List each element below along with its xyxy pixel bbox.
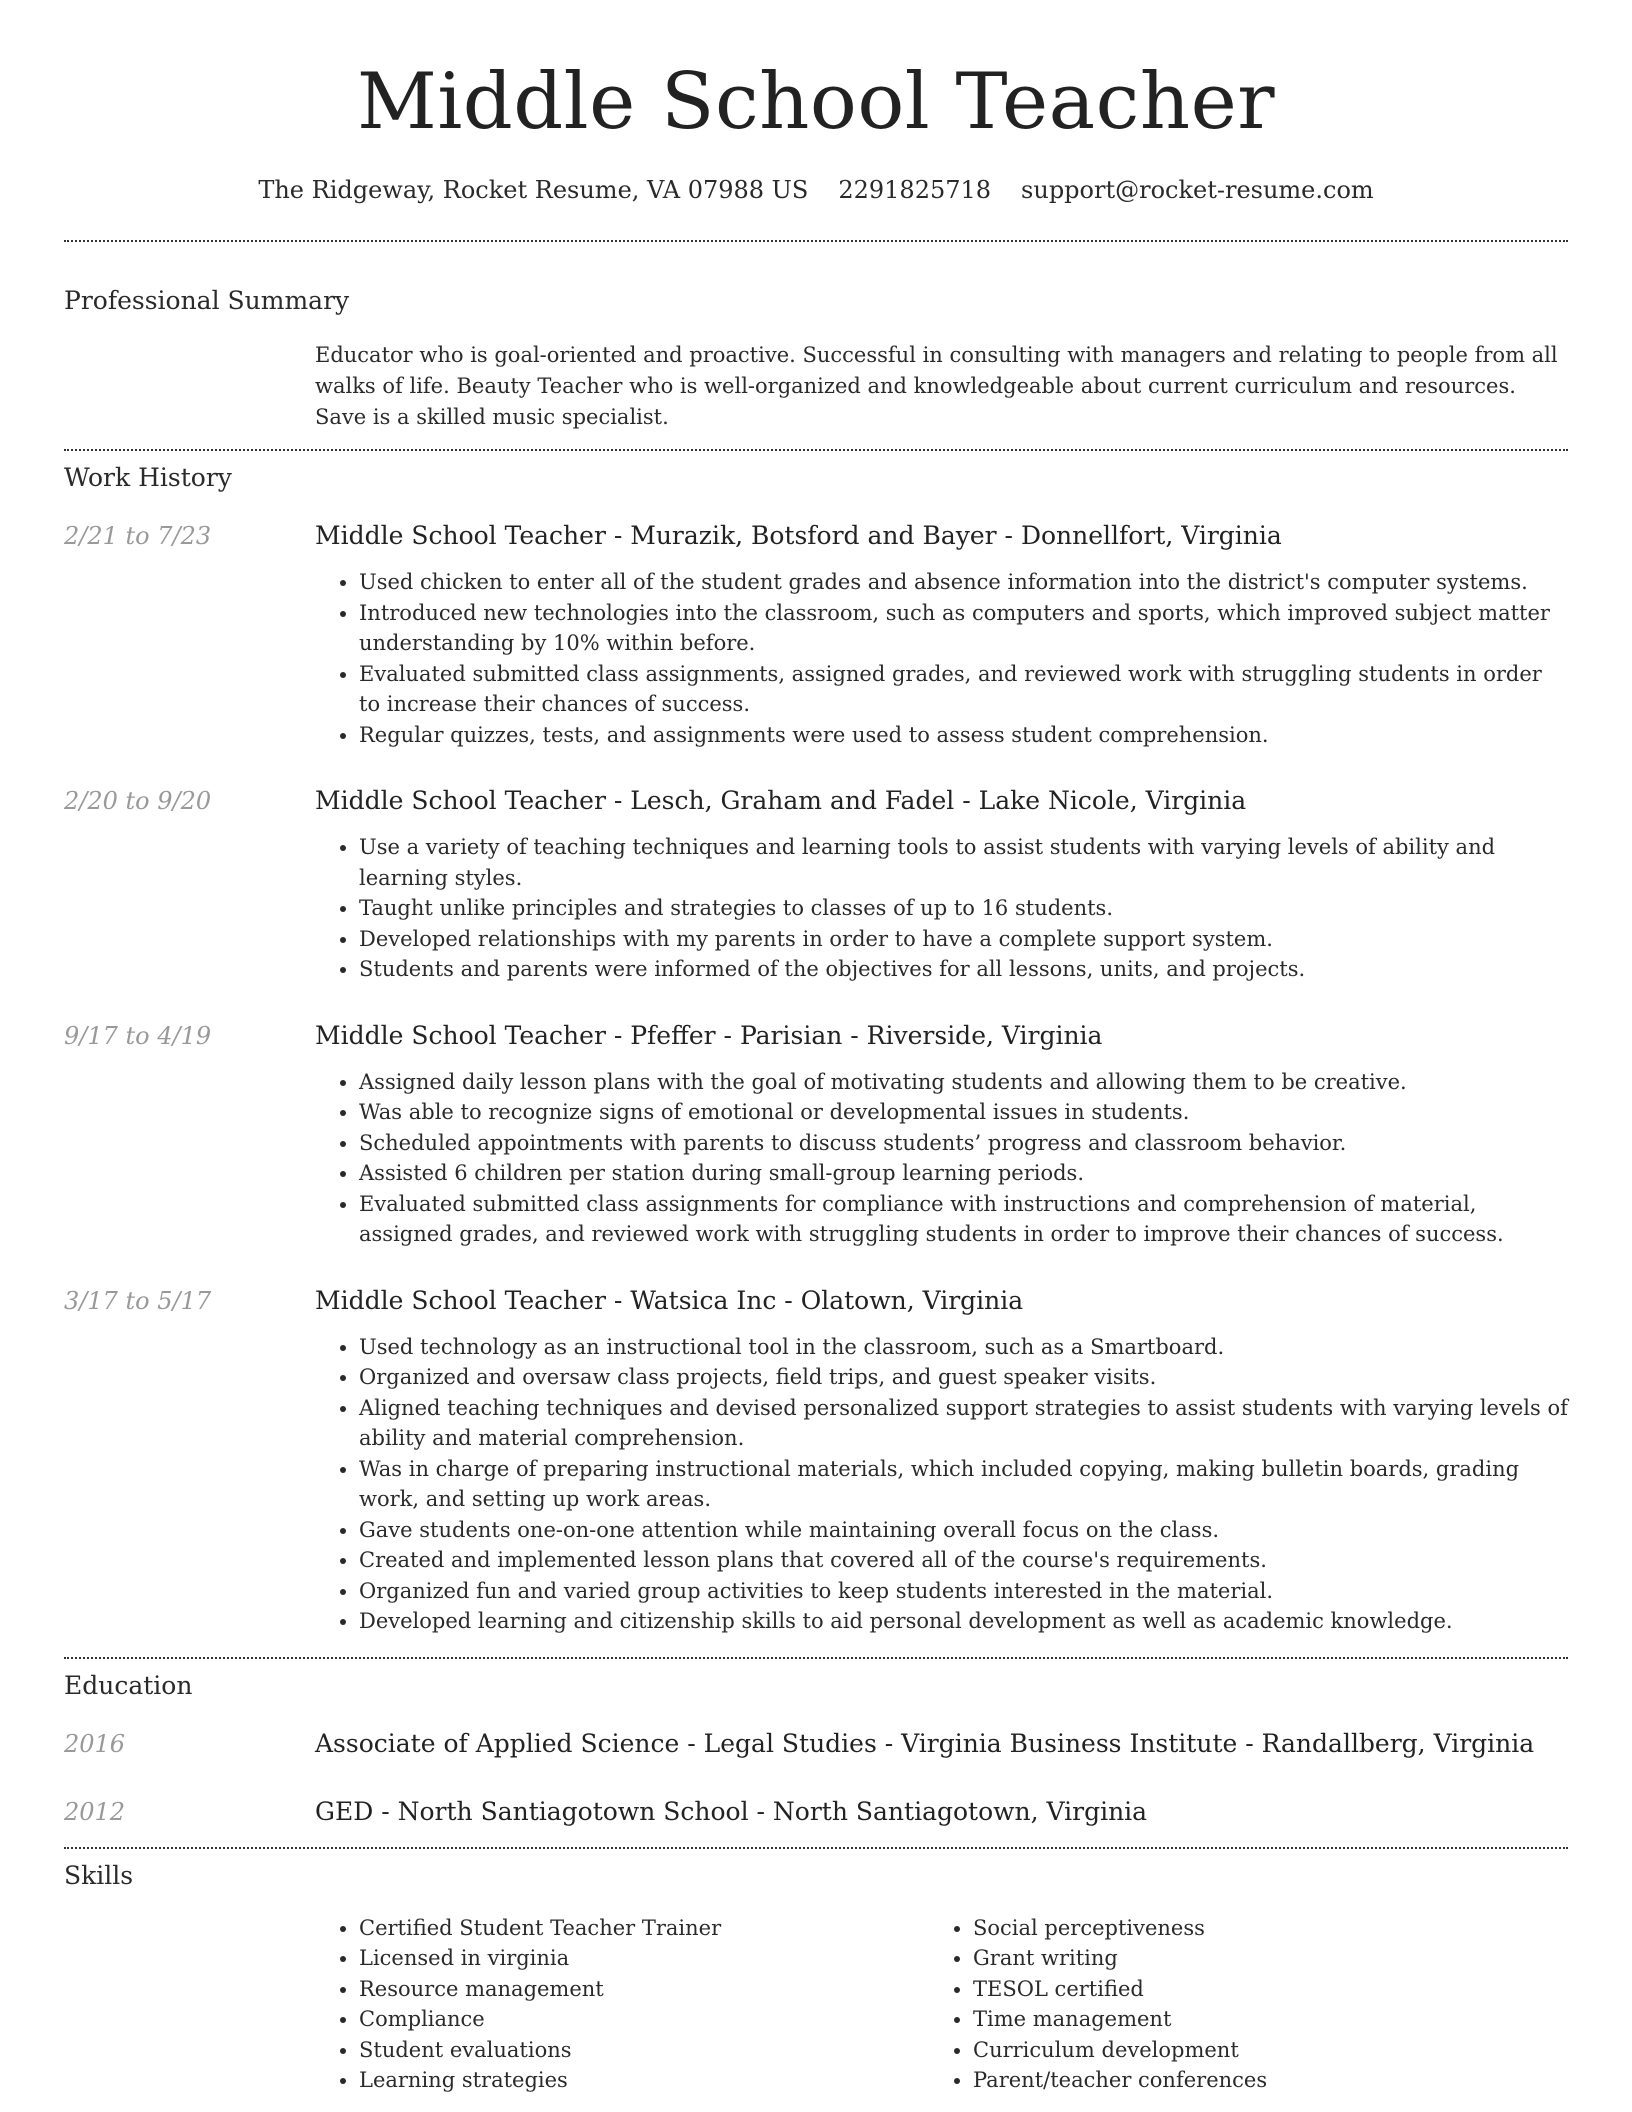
list-item: • Use a variety of teaching techniques and learning tools to assist students with varying levels of ability and learning styles.: [359, 832, 1568, 893]
list-item: • Certified Student Teacher Trainer: [359, 1913, 929, 1944]
job-bullets: [315, 1332, 1568, 1637]
skills-list: [315, 1913, 1568, 2096]
education-heading: Education: [64, 1670, 193, 1700]
job-details: [315, 1019, 1568, 1250]
list-item: • Curriculum development: [973, 2035, 1543, 2066]
list-item: • Used technology as an instructional tool in the classroom, such as a Smartboard.: [359, 1332, 1568, 1363]
skills-heading: Skills: [64, 1860, 134, 1890]
list-item: • Evaluated submitted class assignments, assigned grades, and reviewed work with struggling students in order to increase their chances of success.: [359, 659, 1568, 720]
list-item: • Used chicken to enter all of the student grades and absence information into the district's computer systems.: [359, 567, 1568, 598]
list-item: • Organized and oversaw class projects, field trips, and guest speaker visits.: [359, 1362, 1568, 1393]
list-item: • Scheduled appointments with parents to discuss students’ progress and classroom behavior.: [359, 1128, 1568, 1159]
list-item: • Gave students one-on-one attention while maintaining overall focus on the class.: [359, 1515, 1568, 1546]
job-entry: [64, 784, 1568, 985]
list-item: • Compliance: [359, 2004, 929, 2035]
page-title: Middle School Teacher: [356, 57, 1276, 147]
list-item: • Introduced new technologies into the classroom, such as computers and sports, which improved subject matter understanding by 10% within before.: [359, 598, 1568, 659]
list-item: • Organized fun and varied group activities to keep students interested in the material.: [359, 1576, 1568, 1607]
section-divider: [64, 1847, 1568, 1849]
list-item: • Licensed in virginia: [359, 1943, 929, 1974]
list-item: • Developed learning and citizenship skills to aid personal development as well as academic knowledge.: [359, 1606, 1568, 1637]
contact-address: The Ridgeway, Rocket Resume, VA 07988 US: [258, 176, 809, 204]
job-details: [315, 519, 1568, 750]
job-title: Middle School Teacher - Pfeffer - Parisian - Riverside, Virginia: [315, 1020, 1103, 1050]
list-item: • Was in charge of preparing instructional materials, which included copying, making bulletin boards, grading work, and setting up work areas.: [359, 1454, 1568, 1515]
job-bullets: [315, 1067, 1568, 1250]
list-item: • Aligned teaching techniques and devised personalized support strategies to assist students with varying levels of ability and material comprehension.: [359, 1393, 1568, 1454]
list-item: • Was able to recognize signs of emotional or developmental issues in students.: [359, 1097, 1568, 1128]
job-date: 9/17 to 4/19: [64, 1021, 212, 1050]
list-item: • Learning strategies: [359, 2065, 929, 2096]
section-divider: [64, 1657, 1568, 1659]
job-entry: [64, 1019, 1568, 1250]
list-item: • Student evaluations: [359, 2035, 929, 2066]
education-entry: [64, 1795, 1568, 1829]
list-item: • Time management: [973, 2004, 1543, 2035]
list-item: • Developed relationships with my parents in order to have a complete support system.: [359, 924, 1568, 955]
contact-email: support@rocket-resume.com: [1021, 176, 1374, 204]
list-item: • Taught unlike principles and strategies to classes of up to 16 students.: [359, 893, 1568, 924]
list-item: • Social perceptiveness: [973, 1913, 1543, 1944]
skills-column-left: [315, 1913, 929, 2096]
job-bullets: [315, 832, 1568, 985]
work-history-heading: Work History: [64, 463, 232, 492]
job-title: Middle School Teacher - Watsica Inc - Olatown, Virginia: [315, 1285, 1024, 1315]
list-item: • Regular quizzes, tests, and assignments were used to assess student comprehension.: [359, 720, 1568, 751]
job-title: Middle School Teacher - Lesch, Graham and Fadel - Lake Nicole, Virginia: [315, 786, 1247, 815]
job-date: 2/21 to 7/23: [64, 522, 212, 550]
summary-text: Educator who is goal-oriented and proactive. Successful in consulting with managers and relating to people from all walks of life. Beauty Teacher who is well-organized and knowledgeable about current curriculum and resources. Save is a skilled music specialist.: [315, 343, 1558, 429]
contact-phone: 2291825718: [838, 176, 992, 204]
list-item: • Assigned daily lesson plans with the goal of motivating students and allowing them to be creative.: [359, 1067, 1568, 1098]
education-title: GED - North Santiagotown School - North Santiagotown, Virginia: [315, 1796, 1148, 1826]
job-title: Middle School Teacher - Murazik, Botsford and Bayer - Donnellfort, Virginia: [315, 521, 1282, 550]
list-item: • Evaluated submitted class assignments for compliance with instructions and comprehension of material, assigned grades, and reviewed work with struggling students in order to improve their chances of success.: [359, 1189, 1568, 1250]
list-item: • Grant writing: [973, 1943, 1543, 1974]
job-bullets: [315, 567, 1568, 750]
job-entry: [64, 519, 1568, 750]
job-entry: [64, 1284, 1568, 1637]
list-item: • Resource management: [359, 1974, 929, 2005]
education-title: Associate of Applied Science - Legal Studies - Virginia Business Institute - Randallberg, Virginia: [315, 1728, 1535, 1758]
education-date: 2016: [64, 1729, 126, 1758]
list-item: • Students and parents were informed of the objectives for all lessons, units, and projects.: [359, 954, 1568, 985]
education-entry: [64, 1727, 1568, 1761]
job-details: [315, 784, 1568, 985]
resume-page: [64, 0, 1568, 2096]
list-item: • Created and implemented lesson plans that covered all of the course's requirements.: [359, 1545, 1568, 1576]
list-item: • Parent/teacher conferences: [973, 2065, 1543, 2096]
job-date: 3/17 to 5/17: [64, 1286, 212, 1315]
section-divider: [64, 240, 1568, 242]
job-date: 2/20 to 9/20: [64, 787, 212, 815]
summary-heading: Professional Summary: [64, 286, 350, 315]
list-item: • Assisted 6 children per station during small-group learning periods.: [359, 1158, 1568, 1189]
list-item: • TESOL certified: [973, 1974, 1543, 2005]
section-divider: [64, 449, 1568, 451]
contact-line: [64, 174, 1568, 206]
skills-column-right: [929, 1913, 1543, 2096]
education-date: 2012: [64, 1797, 126, 1826]
job-details: [315, 1284, 1568, 1637]
